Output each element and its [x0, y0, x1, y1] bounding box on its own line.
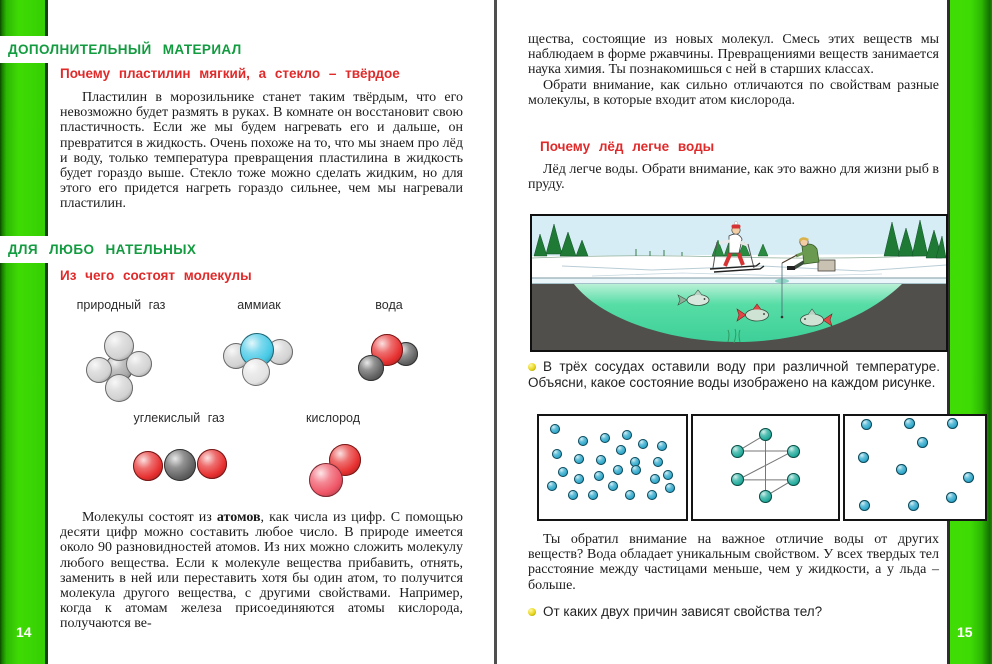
water-particle: [631, 465, 641, 475]
water-particle: [638, 439, 648, 449]
atom-sphere: [358, 355, 384, 381]
molecule-figure-oxygen: [300, 438, 372, 504]
paragraph-rust: щества, состоящие из новых молекул. Смесь этих веществ мы наблюдаем в форме ржавчины. Превращениями веществ занимается наука химия. Ты познакомишься с ней в старших классах.: [528, 32, 939, 78]
water-particle: [650, 474, 660, 484]
water-particle: [568, 490, 578, 500]
water-particle: [896, 464, 907, 475]
water-particle: [578, 436, 588, 446]
water-particle: [594, 471, 604, 481]
water-particle: [625, 490, 635, 500]
water-particle: [946, 492, 957, 503]
section-heading-additional-material: ДОПОЛНИТЕЛЬНЫЙ МАТЕРИАЛ: [8, 42, 242, 57]
water-particle: [858, 452, 869, 463]
atom-sphere: [105, 374, 133, 402]
water-particle: [596, 455, 606, 465]
molecule-label-natural-gas: природный газ: [76, 298, 166, 312]
left-margin-strip: [0, 0, 48, 664]
question-properties: [528, 604, 940, 620]
water-particle: [859, 500, 870, 511]
water-particle: [947, 418, 958, 429]
water-particle: [657, 441, 667, 451]
paragraph-unique: Ты обратил внимание на важное отличие воды от других веществ? Вода обладает уникальным свойством. У всех твердых тел расстояние между частицами меньше, чем у жидкости, а у льда – больше.: [528, 532, 939, 593]
question-bullet-icon: [528, 363, 536, 371]
water-particle: [647, 490, 657, 500]
paragraph-molecules-rest: , как числа из цифр. С помощью десяти цифр можно составить любое число. В природе имеется около 90 разновидностей атомов. Из них можно сложить молекулу любого вещества. Если к молекуле вещества прибавить, отнять, заменить в ней или переставить хотя бы один атом, то получится молекула другого вещества, с другими свойствами. Например, когда к атомам железа присоединяются атомы кислорода, получаются ве-: [60, 510, 463, 632]
subheading-molecules: Из чего состоят молекулы: [60, 268, 252, 283]
atom-sphere: [242, 358, 270, 386]
molecule-label-co2: углекислый газ: [133, 411, 225, 425]
water-particle: [547, 481, 557, 491]
page-divider: [494, 0, 497, 664]
atom-sphere: [133, 451, 163, 481]
atom-sphere: [164, 449, 196, 481]
water-particle: [904, 418, 915, 429]
molecule-figure-methane: [74, 326, 166, 406]
molecule-label-ammonia: аммиак: [237, 298, 281, 312]
paragraph-molecules-start: Молекулы состоят из: [82, 510, 217, 525]
water-particle: [731, 445, 744, 458]
state-box-vapor: [843, 414, 987, 521]
atom-sphere: [126, 351, 152, 377]
fishing-hook: [781, 316, 784, 319]
state-box-ice: [691, 414, 840, 521]
state-box-liquid: [537, 414, 688, 521]
water-particle: [608, 481, 618, 491]
question-water-states: [528, 359, 940, 391]
paragraph-plasticine: Пластилин в морозильнике станет таким твёрдым, что его невозможно будет размять в руках. В комнате он восстановит свою пластичность. Если же мы будем нагревать его и дальше, он превратится в жидкость. Очень похоже на то, что мы знаем про лёд и воду, только температура превращения пластилина в жидкость будет гораздо выше. Стекло тоже можно сделать жидким, но для этого его придется нагреть гораздо сильнее, чем мы нагревали пластилин.: [60, 90, 463, 212]
question-bullet-icon-2: [528, 608, 536, 616]
page-number-left: 14: [16, 624, 32, 640]
water-particle: [787, 445, 800, 458]
water-particle: [613, 465, 623, 475]
water-particle: [963, 472, 974, 483]
water-particle: [653, 457, 663, 467]
water-particle: [588, 490, 598, 500]
atom-sphere: [197, 449, 227, 479]
paragraph-molecules: [60, 510, 463, 632]
molecule-figure-ammonia: [218, 322, 300, 390]
water-particle: [917, 437, 928, 448]
paragraph-ice: Лёд легче воды. Обрати внимание, как это важно для жизни рыб в пруду.: [528, 162, 939, 193]
subheading-ice: Почему лёд легче воды: [540, 139, 715, 154]
molecule-figure-water: [352, 326, 428, 386]
question-properties-text: От каких двух причин зависят свойства тел?: [543, 604, 823, 619]
molecule-label-oxygen: кислород: [305, 411, 361, 425]
pond-scene: [532, 216, 946, 350]
atom-sphere: [309, 463, 343, 497]
water-particle: [665, 483, 675, 493]
paragraph-rust-block: [528, 32, 939, 108]
section-heading-band-2: [0, 236, 285, 263]
water-particle: [558, 467, 568, 477]
water-particle: [600, 433, 610, 443]
bold-word-atoms: атомов: [216, 510, 261, 525]
water-particle: [622, 430, 632, 440]
section-heading-for-curious: ДЛЯ ЛЮБО НАТЕЛЬНЫХ: [8, 242, 197, 257]
water-particle: [574, 454, 584, 464]
water-particle: [574, 474, 584, 484]
water-particle: [616, 445, 626, 455]
water-particle: [759, 428, 772, 441]
ice-sheet: [532, 278, 946, 284]
subheading-plasticine: Почему пластилин мягкий, а стекло – твёрдое: [60, 66, 400, 81]
water-particle: [861, 419, 872, 430]
water-particle: [787, 473, 800, 486]
right-margin-strip: [947, 0, 992, 664]
water-particle: [550, 424, 560, 434]
page-number-right: 15: [957, 624, 973, 640]
water-particle: [759, 490, 772, 503]
pond-illustration: [530, 214, 948, 352]
paragraph-attention: Обрати внимание, как сильно отличаются по свойствам разные молекулы, в которые входит атом кислорода.: [528, 77, 939, 108]
molecule-label-water: вода: [375, 298, 403, 312]
section-heading-band-1: [0, 36, 305, 63]
molecule-figure-co2: [132, 440, 230, 492]
question-water-states-text: В трёх сосудах оставили воду при различной температуре. Объясни, какое состояние воды изображено на каждом рисунке.: [528, 359, 940, 391]
water-particle: [552, 449, 562, 459]
water-particle: [663, 470, 673, 480]
water-particle: [908, 500, 919, 511]
